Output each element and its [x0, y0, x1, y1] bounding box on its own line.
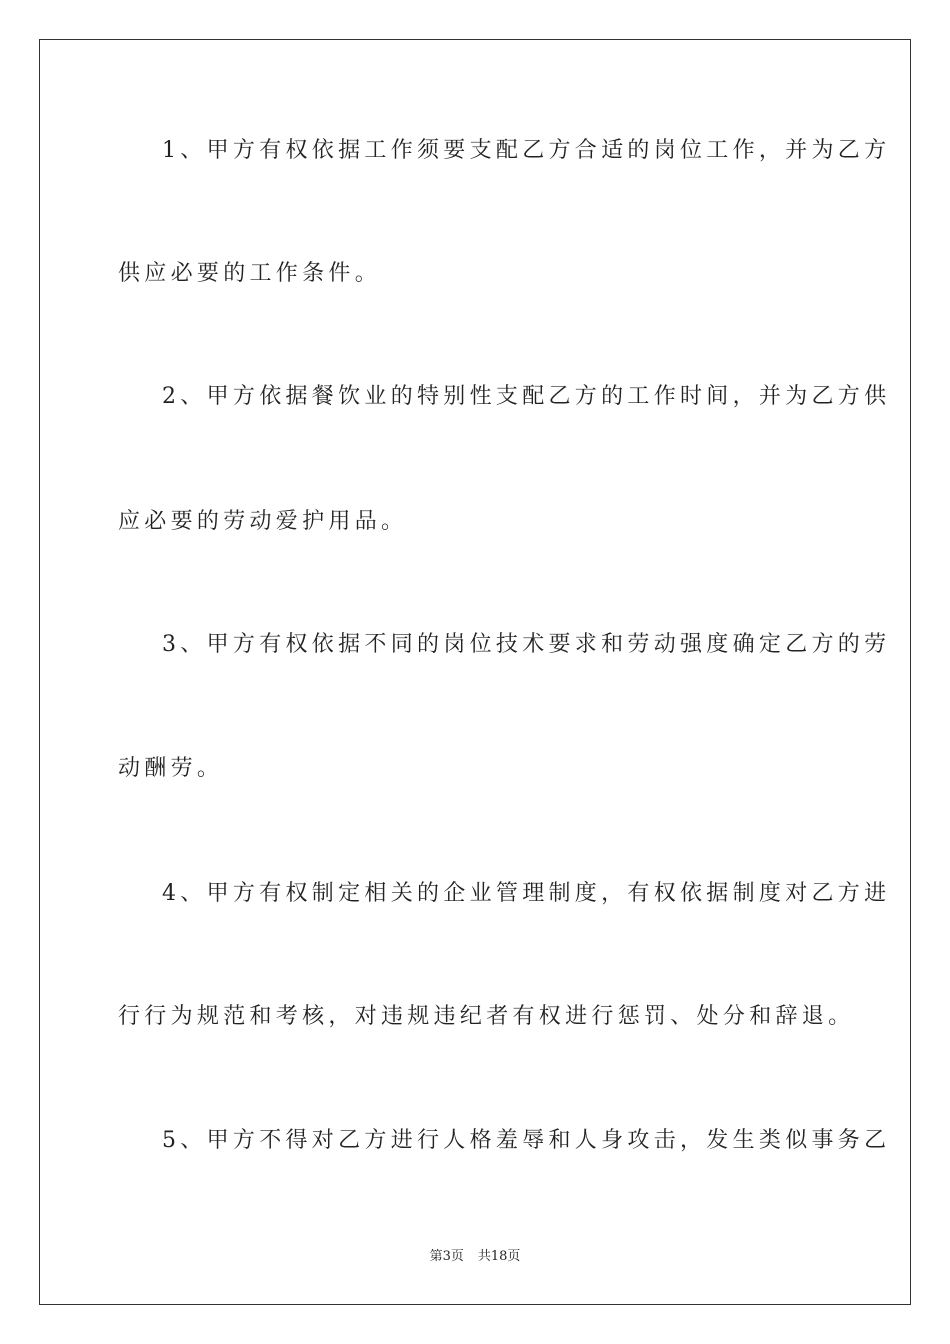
page-total: 共18页: [477, 1249, 521, 1264]
paragraph-3-line-1: 3、甲方有权依据不同的岗位技术要求和劳动强度确定乙方的劳: [162, 632, 891, 657]
page-border: [39, 39, 911, 1305]
paragraph-2-line-2: 应必要的劳动爱护用品。: [118, 509, 408, 534]
paragraph-5-line-1: 5、甲方不得对乙方进行人格羞辱和人身攻击，发生类似事务乙: [162, 1128, 891, 1153]
paragraph-3-line-2: 动酬劳。: [118, 756, 224, 781]
page-footer: [0, 1245, 950, 1264]
paragraph-4-line-2: 行行为规范和考核，对违规违纪者有权进行惩罚、处分和辞退。: [118, 1004, 855, 1029]
paragraph-1-line-1: 1、甲方有权依据工作须要支配乙方合适的岗位工作，并为乙方: [162, 138, 891, 163]
paragraph-2-line-1: 2、甲方依据餐饮业的特别性支配乙方的工作时间，并为乙方供: [162, 384, 891, 409]
paragraph-1-line-2: 供应必要的工作条件。: [118, 261, 382, 286]
page-number: 第3页: [429, 1249, 464, 1264]
paragraph-4-line-1: 4、甲方有权制定相关的企业管理制度，有权依据制度对乙方进: [162, 881, 891, 906]
